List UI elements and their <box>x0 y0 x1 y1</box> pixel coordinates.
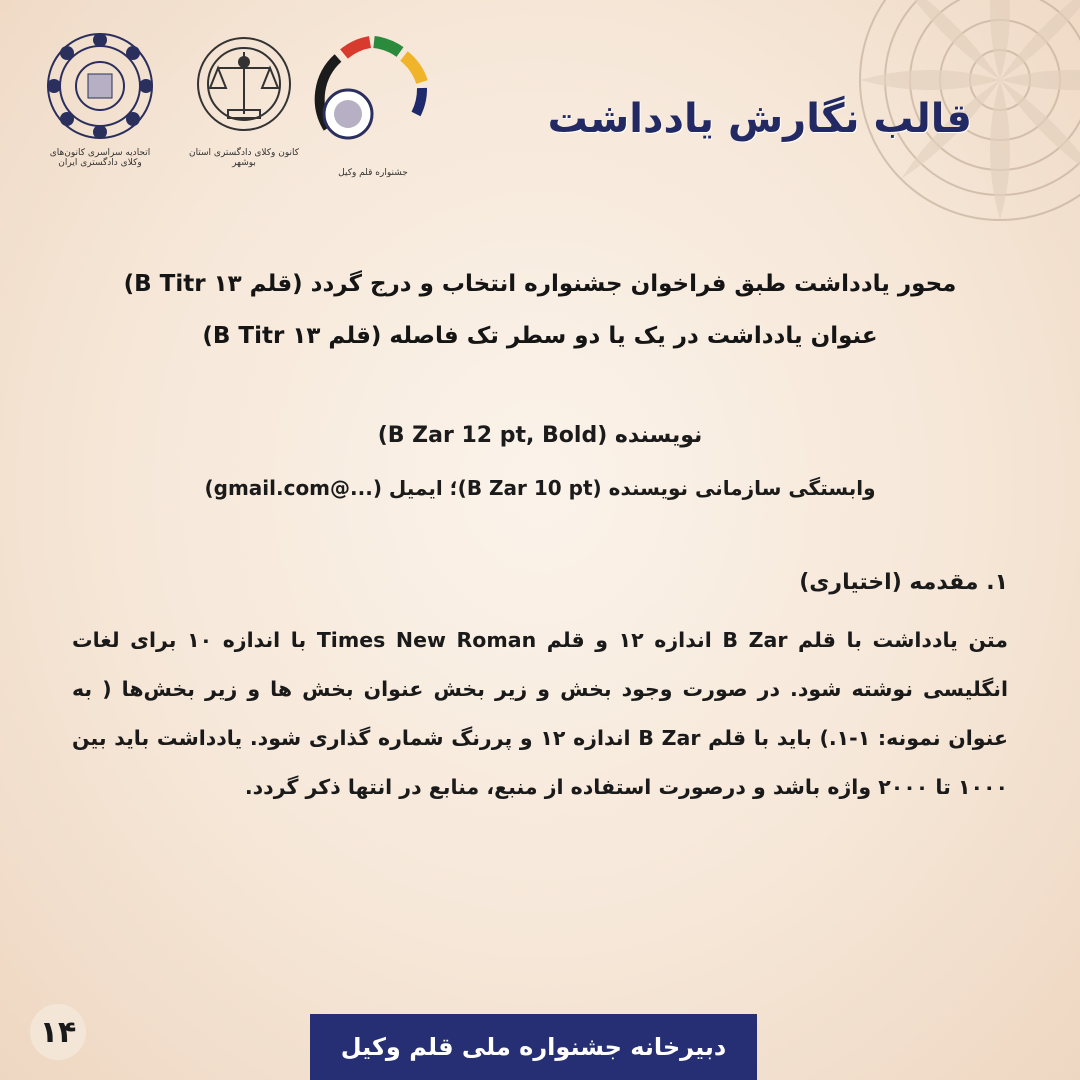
body-paragraph: متن یادداشت با قلم B Zar اندازه ۱۲ و قلم Times New Roman با اندازه ۱۰ برای لغات انگلیسی نوشته شود. در صورت وجود بخش و زیر بخش عنوان بخش ها و زیر بخش‌ها ( به عنوان نمونه: ۱-۱.) باید با قلم B Zar اندازه ۱۲ و پررنگ شماره گذاری شود. یادداشت باید بین ۱۰۰۰ تا ۲۰۰۰ واژه باشد و درصورت استفاده از منبع، منابع در انتها ذکر گردد. <box>72 628 1008 799</box>
author-block <box>60 410 1020 514</box>
logo-row <box>40 28 440 178</box>
title-line: عنوان یادداشت در یک یا دو سطر تک فاصله (قلم ۱۳ B Titr) <box>202 323 878 349</box>
logo-caption: کانون وکلای دادگستری استان بوشهر <box>188 148 300 168</box>
logo-caption: اتحادیه سراسری کانون‌های وکلای دادگستری ایران <box>49 148 151 168</box>
topic-instructions <box>60 258 1020 362</box>
festival-logo <box>308 28 438 178</box>
author-name: نویسنده (B Zar 12 pt, Bold) <box>377 423 703 448</box>
festival-logo-icon <box>308 28 438 148</box>
author-affiliation: وابستگی سازمانی نویسنده (B Zar 10 pt)؛ ایمیل (...@gmail.com) <box>204 476 876 500</box>
scales-of-justice-emblem-icon <box>188 28 300 140</box>
bar-association-logo <box>40 28 160 168</box>
logo-caption: جشنواره قلم وکیل <box>338 168 408 178</box>
bar-association-emblem-icon <box>40 28 160 148</box>
page-title: قالب نگارش یادداشت <box>547 96 972 142</box>
bushehr-bar-logo <box>188 28 300 168</box>
topic-line: محور یادداشت طبق فراخوان جشنواره انتخاب و درج گردد (قلم ۱۳ B Titr) <box>123 271 957 297</box>
footer-label: دبیرخانه جشنواره ملی قلم وکیل <box>340 1033 727 1061</box>
footer-bar <box>310 1014 757 1080</box>
page-number: ۱۴ <box>30 1004 86 1060</box>
section-heading: ۱. مقدمه (اختیاری) <box>799 570 1008 595</box>
